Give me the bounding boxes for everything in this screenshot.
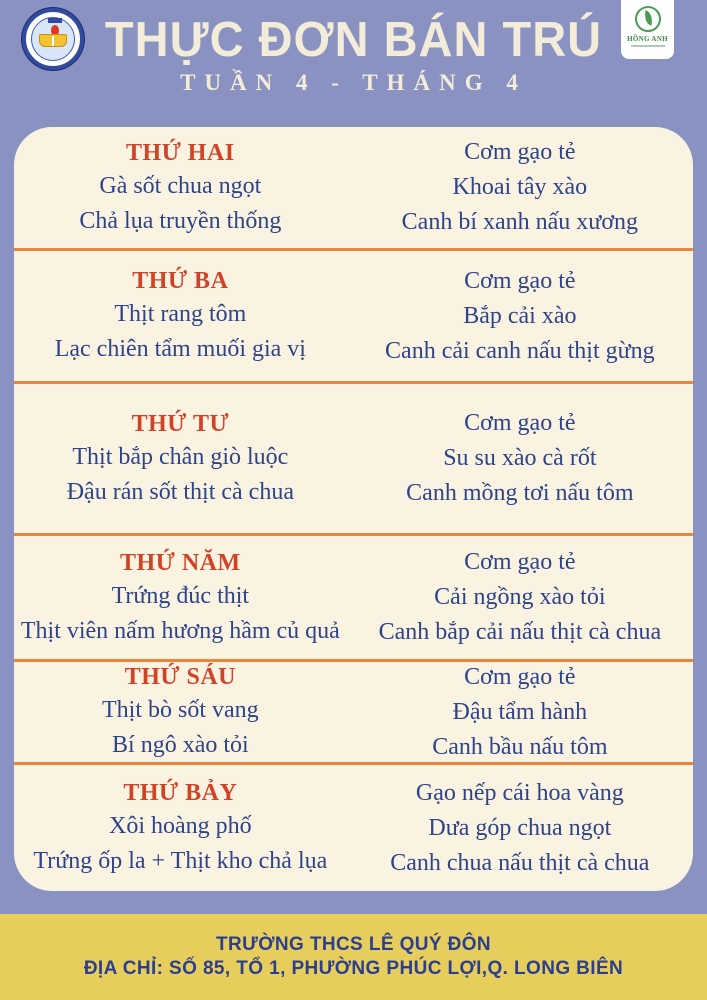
dish: Thịt bò sốt vang [102, 697, 259, 723]
day-title: THỨ BA [132, 268, 229, 294]
day-row-thursday [14, 533, 693, 659]
day-main-dishes [14, 661, 347, 763]
dish: Gà sốt chua ngọt [99, 172, 262, 199]
day-row-friday [14, 659, 693, 762]
header [0, 0, 707, 127]
dish: Gạo nếp cái hoa vàng [415, 779, 624, 806]
dish: Canh bắp cải nấu thịt cà chua [378, 619, 662, 645]
day-row-monday [14, 127, 693, 248]
dish: Canh cải canh nấu thịt gừng [385, 337, 655, 364]
day-main-dishes [14, 547, 347, 649]
page-title: THỰC ĐƠN BÁN TRÚ [104, 11, 603, 67]
day-main-dishes [14, 777, 347, 879]
dish: Cải ngồng xào tỏi [434, 584, 606, 610]
dish: Canh chua nấu thịt cà chua [390, 849, 650, 876]
dish: Cơm gạo tẻ [464, 267, 576, 294]
dish: Thịt viên nấm hương hầm củ quả [20, 617, 340, 644]
dish: Canh bí xanh nấu xương [401, 209, 639, 235]
dish: Cơm gạo tẻ [464, 410, 576, 436]
day-side-dishes [347, 135, 693, 240]
dish: Đậu rán sốt thịt cà chua [66, 478, 294, 505]
dish: Trứng ốp la + Thịt kho chả lụa [33, 848, 328, 874]
page-subtitle: TUẦN 4 - THÁNG 4 [180, 70, 527, 95]
dish: Cơm gạo tẻ [464, 549, 576, 575]
school-name: TRƯỜNG THCS LÊ QUÝ ĐÔN [215, 934, 492, 955]
day-side-dishes [347, 776, 693, 881]
day-row-saturday [14, 762, 693, 891]
menu-card [14, 127, 693, 891]
dish: Canh bầu nấu tôm [432, 733, 608, 760]
supplier-tagline [631, 45, 665, 47]
leaf-ring-icon [635, 6, 661, 32]
supplier-name: HỒNG ANH [627, 35, 668, 43]
school-address: ĐỊA CHỈ: SỐ 85, TỔ 1, PHƯỜNG PHÚC LỢI,Q. LONG BIÊN [83, 958, 624, 979]
supplier-logo [621, 0, 674, 59]
dish: Trứng đúc thịt [111, 582, 250, 609]
day-side-dishes [347, 406, 693, 511]
dish: Bắp cải xào [463, 302, 577, 329]
dish: Thịt rang tôm [114, 301, 247, 327]
day-title: THỨ TƯ [131, 410, 230, 437]
leaf-icon [642, 10, 654, 26]
day-main-dishes [14, 265, 347, 367]
day-title: THỨ SÁU [124, 664, 236, 690]
day-side-dishes [347, 660, 693, 765]
dish: Lạc chiên tẩm muối gia vị [54, 336, 306, 362]
dish: Bí ngô xào tỏi [112, 732, 249, 758]
dish: Canh mồng tơi nấu tôm [406, 480, 634, 506]
day-side-dishes [347, 545, 693, 650]
dish: Su su xào cà rốt [443, 445, 597, 471]
day-main-dishes [14, 408, 347, 510]
day-title: THỨ HAI [126, 139, 235, 166]
dish: Đậu tẩm hành [452, 698, 588, 725]
day-side-dishes [347, 264, 693, 369]
footer [0, 914, 707, 1000]
dish: Chả lụa truyền thống [79, 207, 282, 234]
dish: Thịt bắp chân giò luộc [72, 443, 289, 470]
dish: Cơm gạo tẻ [464, 663, 576, 690]
day-title: THỨ BẢY [123, 780, 238, 806]
dish: Cơm gạo tẻ [464, 139, 576, 165]
day-main-dishes [14, 137, 347, 239]
dish: Khoai tây xào [452, 174, 588, 200]
dish: Dưa góp chua ngọt [428, 814, 612, 841]
dish: Xôi hoàng phố [109, 813, 252, 839]
day-row-tuesday [14, 248, 693, 381]
day-row-wednesday [14, 381, 693, 533]
day-title: THỨ NĂM [120, 549, 241, 576]
